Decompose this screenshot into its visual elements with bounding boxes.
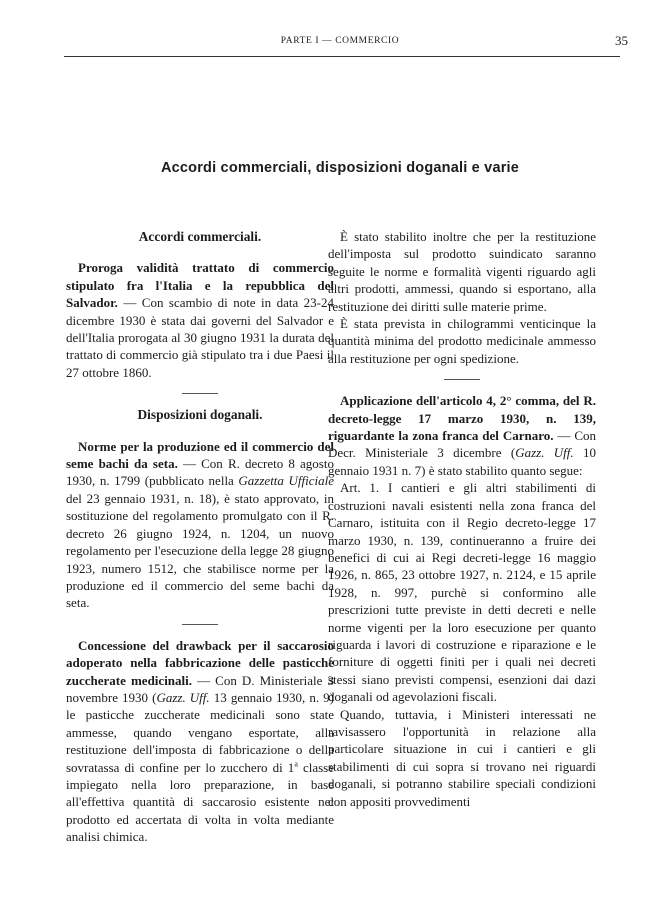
paragraph-quando: Quando, tuttavia, i Ministeri interessati ne ravisassero l'opportunità in relazione alla particolare situazione in cui i cantieri e gli stabilimenti di cui sopra si trovano nei riguardi doganali, si potranno stabilire speciali condizioni con appositi provvedimenti: [328, 706, 596, 809]
section-divider: [182, 393, 218, 394]
paragraph-restituzione: È stato stabilito inoltre che per la restituzione dell'imposta sul prodotto suindicato saranno seguite le norme e formalità vigenti riguardo agli altri prodotti, ammessi, quando si esportano, alla restituzione dei diritti sulle materie prime.: [328, 229, 596, 314]
section-divider: [182, 624, 218, 625]
paragraph-body: — Con R. decreto 8 agosto 1930, n. 1799 (pubblicato nella: [66, 456, 334, 489]
paragraph-body: — Con scambio di note in data 23-24 dicembre 1930 è stata dai governi del Salvador e dell'Italia prorogata al 30 giugno 1931 la durata del trattato di commercio già stipulato tra i due Paesi il 27 ottobre 1860.: [66, 295, 334, 380]
paragraph-quantita-minima: È stata prevista in chilogrammi venticinque la quantità minima del prodotto medicinale ammesso alla restituzione per ogni spedizione.: [328, 316, 596, 366]
italic-citation: Gazz. Uff.: [515, 445, 574, 461]
paragraph-lead: Proroga validità trattato di commercio stipulato fra l'Italia e la repubblica del Salvador.: [66, 260, 334, 311]
header-rule: [64, 56, 620, 57]
paragraph-body: del 23 gennaio 1931, n. 18), è stato approvato, in sostituzione del regolamento promulgato con il R. decreto 26 giugno 1924, n. 1204, un nuovo regolamento per l'esecuzione della legge 28 giugno 1923, numero 1512, che stabilisce norme per la produzione ed il commercio del seme bachi da seta.: [66, 490, 334, 611]
paragraph-body: — Con Decr. Ministeriale 3 dicembre (: [328, 428, 597, 461]
paragraph-lead: Concessione del drawback per il saccarosio adoperato nella fabbricazione delle pasticche zuccherate medicinali.: [66, 637, 334, 688]
paragraph-lead: Applicazione dell'articolo 4, 2° comma, del R. decreto-legge 17 marzo 1930, n. 139, riguardante la zona franca del Carnaro.: [328, 393, 596, 444]
left-column: [66, 228, 334, 846]
page-title: Accordi commerciali, disposizioni doganali e varie: [160, 160, 520, 176]
paragraph-seme-bachi: [66, 438, 334, 612]
section-heading-doganali: Disposizioni doganali.: [137, 407, 263, 423]
paragraph-body: 10 gennaio 1931 n. 7) è stato stabilito quanto segue:: [328, 445, 596, 478]
paragraph-body: — Con D. Ministeriale 3 novembre 1930 (: [66, 672, 334, 705]
paragraph-body: classe impiegato nella loro preparazione, in base all'effettiva quantità di saccarosio esistente nel prodotto ed accertata di volta in volta mediante analisi chimica.: [66, 759, 334, 845]
right-column: [328, 228, 596, 810]
page-number: 35: [615, 33, 628, 48]
running-head: PARTE I — COMMERCIO: [280, 36, 400, 46]
paragraph-art-1: Art. 1. I cantieri e gli altri stabilimenti di costruzioni navali esistenti nella zona franca del Carnaro, istituita con il Regio decreto-legge 17 marzo 1930, n. 139, continueranno a fruire dei benefici di cui ai Regi decreti-legge 16 maggio 1926, n. 865, 23 ottobre 1927, n. 2124, e 15 aprile 1928, n. 997, purchè si conformino alle prescrizioni tutte previste in detti decreti e nelle norme vigenti per la loro esecuzione per quanto riguarda i lavori di costruzione e riparazione e le forniture di oggetti finiti per i quali nei decreti stessi siano previsti compensi, esenzioni dai dazi doganali od agevolazioni fiscali.: [328, 480, 596, 705]
paragraph-proroga: [66, 259, 334, 381]
paragraph-carnaro: [328, 392, 596, 479]
section-heading-accordi: Accordi commerciali.: [138, 229, 262, 244]
paragraph-lead: Norme per la produzione ed il commercio del seme bachi da seta.: [66, 438, 334, 472]
section-divider: [444, 379, 480, 380]
paragraph-body: 13 gennaio 1930, n. 9) le pasticche zuccherate medicinali sono state ammesse, quando vengano esportate, alla restituzione dell'imposta di fabbricazione o della sovratassa di confine per lo zucchero di 1: [66, 689, 335, 775]
superscript: a: [294, 759, 298, 769]
italic-citation: Gazz. Uff.: [156, 689, 210, 705]
italic-citation: Gazzetta Ufficiale: [238, 473, 334, 489]
paragraph-drawback: [66, 637, 334, 846]
